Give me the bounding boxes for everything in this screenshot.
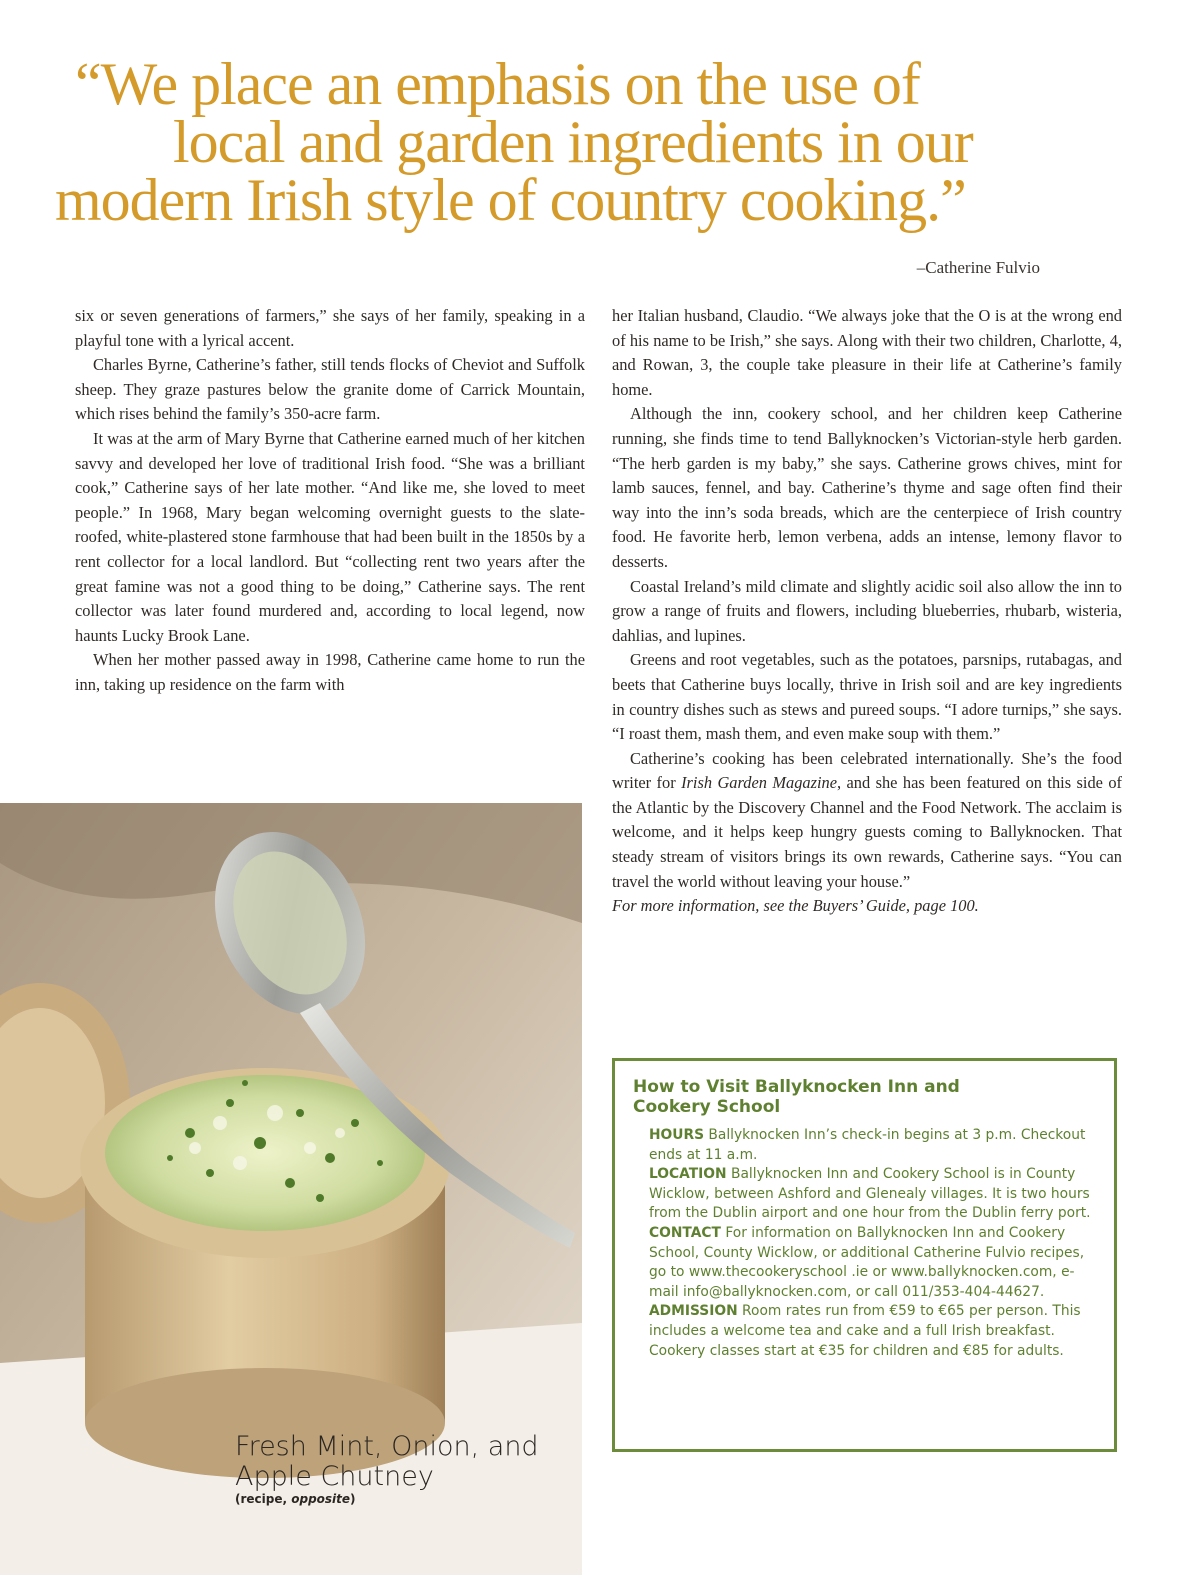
entry-text: Room rates run from €59 to €65 per person. This includes a welcome tea and cake and a full Irish breakfast. Cookery classes start at €35 for children and €85 for adults. <box>649 1303 1081 1359</box>
entry-label: ADMISSION <box>649 1303 738 1320</box>
pull-quote <box>55 51 1155 233</box>
caption-sub-text: ) <box>350 1492 356 1506</box>
paragraph-text: , and she has been featured on this side of the Atlantic by the Discovery Channel and the Food Network. The acclaim is welcome, and it helps keep hungry guests coming to Ballyknocken. That steady stream of visitors brings its own rewards, Catherine says. “You can travel the world without leaving your house.” <box>612 773 1122 891</box>
entry-label: CONTACT <box>649 1224 721 1241</box>
paragraph: her Italian husband, Claudio. “We always joke that the O is at the wrong end of his name to be Irish,” she says. Along with their two children, Charlotte, 4, and Rowan, 3, the couple take pleasure in their life at Catherine’s family home. <box>612 306 1122 399</box>
caption-recipe-note <box>235 1492 539 1506</box>
paragraph-text: Catherine’s cooking has been celebrated internationally. She’s the food writer for <box>612 748 1122 793</box>
caption-sub-text: (recipe, <box>235 1492 292 1506</box>
paragraph: Greens and root vegetables, such as the potatoes, parsnips, rutabagas, and beets that Catherine buys locally, thrive in Irish soil and are key ingredients in country dishes such as stews and pureed soups. “I adore turnips,” she says. “I roast them, mash them, and even make soup with them.” <box>612 650 1122 744</box>
pull-quote-line: modern Irish style of country cooking.” <box>55 167 966 233</box>
magazine-title: Irish Garden Magazine <box>681 773 838 793</box>
paragraph: six or seven generations of farmers,” she says of her family, speaking in a playful tone with a lyrical accent. <box>75 306 585 350</box>
photo-caption <box>235 1432 539 1506</box>
buyers-guide-text: For more information, see the Buyers’ Guide, page 100. <box>612 896 979 916</box>
paragraph: When her mother passed away in 1998, Catherine came home to run the inn, taking up residence on the farm with <box>75 650 585 694</box>
visit-info-entry <box>649 1302 1098 1361</box>
visit-info-title: How to Visit Ballyknocken Inn and Cookery School <box>633 1077 960 1117</box>
paragraph: Although the inn, cookery school, and her children keep Catherine running, she finds time to tend Ballyknocken’s Victorian-style herb garden. “The herb garden is my baby,” she says. Catherine grows chives, mint for lamb sauces, fennel, and bay. Catherine’s thyme and sage often find their way into the inn’s soda breads, which are the centerpiece of Irish country food. He favorite herb, lemon verbena, adds an intense, lemony flavor to desserts. <box>612 404 1122 571</box>
caption-sub-italic: opposite <box>291 1492 351 1506</box>
visit-info-entry <box>649 1224 1098 1302</box>
paragraph: Charles Byrne, Catherine’s father, still tends flocks of Cheviot and Suffolk sheep. They graze pastures below the granite dome of Carrick Mountain, which rises behind the family’s 350-acre farm. <box>75 355 585 424</box>
pull-quote-line: “We place an emphasis on the use of <box>75 51 920 117</box>
buyers-guide-note <box>612 894 1122 919</box>
paragraph: It was at the arm of Mary Byrne that Catherine earned much of her kitchen savvy and developed her love of traditional Irish food. “She was a brilliant cook,” Catherine says of her late mother. “And like me, she loved to meet people.” In 1968, Mary began welcoming overnight guests to the slate-roofed, white-plastered stone farmhouse that had been built in the 1850s by a rent collector for a local landlord. But “collecting rent two years after the great famine was not a good thing to be doing,” Catherine says. The rent collector was later found murdered and, according to local legend, now haunts Lucky Brook Lane. <box>75 428 585 645</box>
visit-info-entry <box>649 1126 1098 1165</box>
entry-label: HOURS <box>649 1127 705 1143</box>
entry-text: Ballyknocken Inn’s check-in begins at 3 p.m. Checkout ends at 11 a.m. <box>649 1127 1086 1163</box>
entry-text: Ballyknocken Inn and Cookery School is in County Wicklow, between Ashford and Glenealy villages. It is two hours from the Dublin airport and one hour from the Dublin ferry port. <box>649 1166 1091 1222</box>
visit-info-entry <box>649 1165 1098 1224</box>
article-column-right <box>612 304 1122 919</box>
quote-attribution: –Catherine Fulvio <box>916 258 1040 277</box>
caption-line: Apple Chutney <box>235 1461 434 1492</box>
visit-info-body <box>649 1126 1098 1361</box>
entry-label: LOCATION <box>649 1166 727 1183</box>
entry-text: For information on Ballyknocken Inn and Cookery School, County Wicklow, or additional Catherine Fulvio recipes, go to www.thecookeryschool .ie or www.ballyknocken.com, e-mail info@ballyknocken.com, or call 011/353-404-44627. <box>649 1224 1085 1300</box>
caption-line: Fresh Mint, Onion, and <box>235 1431 539 1462</box>
article-column-left <box>75 304 585 698</box>
paragraph <box>612 747 1122 895</box>
visit-info-box <box>612 1058 1117 1452</box>
paragraph: Coastal Ireland’s mild climate and slightly acidic soil also allow the inn to grow a range of fruits and flowers, including blueberries, rhubarb, wisteria, dahlias, and lupines. <box>612 576 1122 645</box>
pull-quote-line: local and garden ingredients in our <box>173 109 973 175</box>
